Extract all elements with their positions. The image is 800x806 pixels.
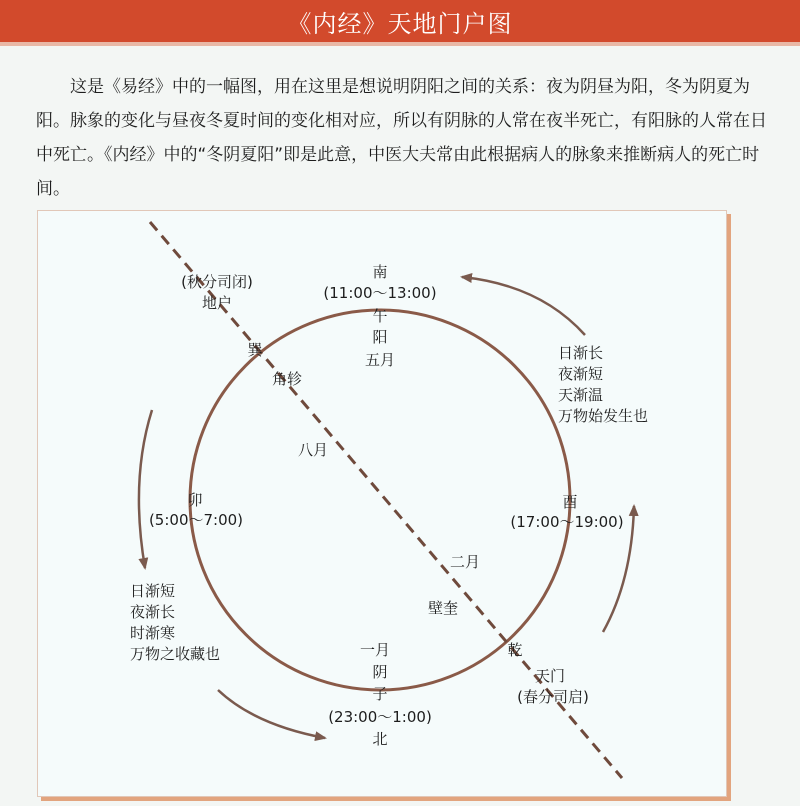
south-branch-label: 午 <box>372 307 388 325</box>
heaven-door-name: 天门 <box>534 667 565 685</box>
heaven-door-note: (春分司启) <box>517 688 589 706</box>
decline-text-2: 夜渐长 <box>130 603 176 621</box>
earth-door-mansion: 角轸 <box>271 370 302 388</box>
east-branch-label: 卯 <box>187 491 203 509</box>
growth-text-2: 夜渐短 <box>558 365 604 383</box>
earth-door-note: (秋分司闭) <box>181 273 253 291</box>
west-branch-label: 酉 <box>562 493 578 511</box>
growth-text-4: 万物始发生也 <box>558 407 649 425</box>
south-time-label: (11:00～13:00) <box>323 284 437 302</box>
growth-text-3: 天渐温 <box>558 386 604 404</box>
decline-text-1: 日渐短 <box>130 582 176 600</box>
north-month-label: 一月 <box>359 641 390 659</box>
heaven-door-trigram: 乾 <box>507 641 523 659</box>
east-time-label: (5:00～7:00) <box>148 511 244 529</box>
earth-door-month: 八月 <box>297 441 328 459</box>
heaven-door-month: 二月 <box>449 553 480 571</box>
south-yinyang-label: 阳 <box>372 328 388 346</box>
north-time-label: (23:00～1:00) <box>328 708 432 726</box>
west-time-label: (17:00～19:00) <box>510 513 624 531</box>
arrow-top-right <box>462 277 585 335</box>
north-direction-label: 北 <box>372 730 388 748</box>
growth-text-1: 日渐长 <box>558 344 604 362</box>
south-month-label: 五月 <box>364 351 395 369</box>
page-title: 《内经》天地门户图 <box>287 9 513 38</box>
south-direction-label: 南 <box>372 263 388 281</box>
north-yinyang-label: 阴 <box>372 663 388 681</box>
intro-paragraph: 这是《易经》中的一幅图，用在这里是想说明阴阳之间的关系：夜为阴昼为阳，冬为阴夏为阳。脉象的变化与昼夜冬夏时间的变化相对应，所以有阴脉的人常在夜半死亡，有阳脉的人常在日中死亡。《内经》中的“冬阴夏阳”即是此意，中医大夫常由此根据病人的脉象来推断病人的死亡时间。 <box>36 77 767 199</box>
arrow-left <box>139 410 152 568</box>
earth-door-name: 地户 <box>201 294 232 312</box>
earth-door-trigram: 巽 <box>247 341 263 359</box>
north-branch-label: 子 <box>372 685 388 703</box>
decline-text-3: 时渐寒 <box>130 624 176 642</box>
heaven-door-mansion: 壁奎 <box>427 599 458 617</box>
decline-text-4: 万物之收藏也 <box>130 645 221 663</box>
